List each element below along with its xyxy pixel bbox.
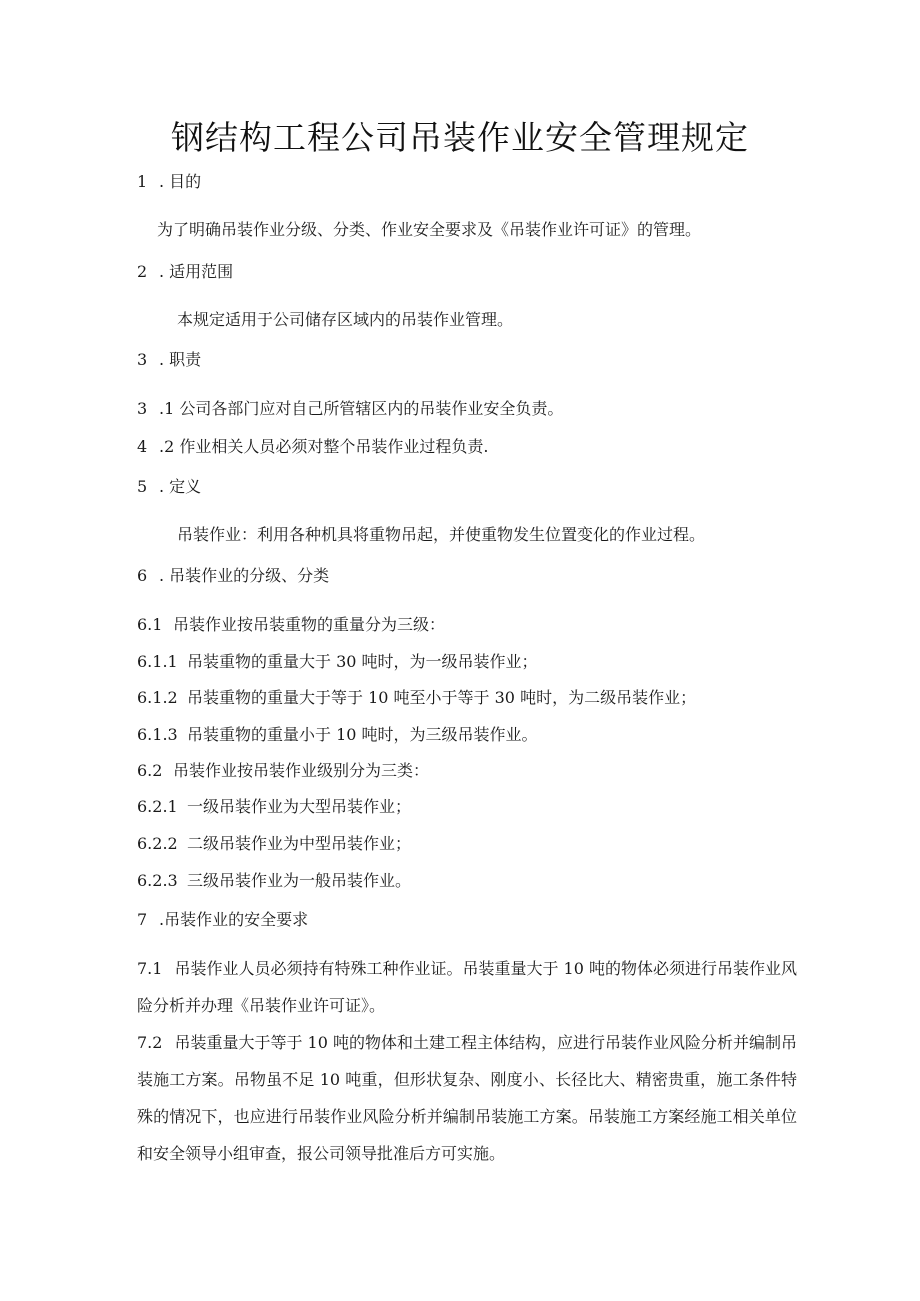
section-heading-text: . 吊装作业的分级、分类	[159, 566, 330, 585]
document-title: 钢结构工程公司吊装作业安全管理规定	[171, 118, 749, 157]
section-item-4-2	[137, 437, 488, 457]
section-number: 7	[137, 910, 148, 929]
section-item-6-2-2	[137, 834, 411, 854]
section-item-6-2	[137, 761, 429, 781]
section-heading-1	[137, 172, 201, 192]
section-heading-6	[137, 566, 329, 586]
section-number: 6.2.2	[137, 834, 178, 853]
section-number: 5	[137, 477, 148, 496]
paragraph-7-2	[137, 1024, 797, 1172]
section-item-3-1	[137, 399, 563, 419]
section-item-text: 二级吊装作业为中型吊装作业；	[187, 834, 412, 853]
section-heading-text: . 适用范围	[159, 262, 234, 281]
section-number: 2	[137, 262, 148, 281]
body-text: 为了明确吊装作业分级、分类、作业安全要求及《吊装作业许可证》的管理。	[157, 220, 702, 239]
section-item-6-1-3	[137, 725, 538, 745]
body-text: 吊装作业：利用各种机具将重物吊起，并使重物发生位置变化的作业过程。	[177, 525, 706, 544]
section-number: 6	[137, 566, 148, 585]
section-item-6-1-2	[137, 688, 696, 708]
section-number: 6.2.3	[137, 871, 178, 890]
section-number: 4	[137, 437, 148, 456]
section-heading-5	[137, 477, 201, 497]
paragraph-number: 7.2	[137, 1033, 163, 1052]
section-item-6-2-1	[137, 797, 411, 817]
section-number: 6.2.1	[137, 797, 178, 816]
section-number: 6.2	[137, 761, 163, 780]
section-item-text: 一级吊装作业为大型吊装作业；	[187, 797, 412, 816]
section-number: 6.1	[137, 615, 163, 634]
section-heading-text: . 定义	[159, 477, 202, 496]
section-number: 6.1.2	[137, 688, 178, 707]
section-item-6-2-3	[137, 871, 411, 891]
section-item-text: .1 公司各部门应对自己所管辖区内的吊装作业安全负责。	[159, 399, 564, 418]
section-item-text: 吊装作业按吊装作业级别分为三类：	[173, 761, 430, 780]
section-item-text: 吊装作业按吊装重物的重量分为三级：	[173, 615, 446, 634]
section-number: 1	[137, 172, 148, 191]
section-heading-text: . 目的	[159, 172, 202, 191]
section-item-text: 吊装重物的重量大于 30 吨时，为一级吊装作业；	[187, 652, 538, 671]
section-heading-2	[137, 262, 233, 282]
section-item-text: 吊装重物的重量小于 10 吨时，为三级吊装作业。	[187, 725, 538, 744]
section-number: 3	[137, 399, 148, 418]
section-number: 3	[137, 350, 148, 369]
section-heading-3	[137, 350, 201, 370]
section-heading-text: .吊装作业的安全要求	[159, 910, 309, 929]
section-heading-text: . 职责	[159, 350, 202, 369]
section-item-text: 吊装重物的重量大于等于 10 吨至小于等于 30 吨时，为二级吊装作业；	[187, 688, 697, 707]
section-item-6-1-1	[137, 652, 538, 672]
section-item-6-1	[137, 615, 445, 635]
section-number: 6.1.3	[137, 725, 178, 744]
paragraph-number: 7.1	[137, 959, 163, 978]
section-number: 6.1.1	[137, 652, 178, 671]
section-item-text: 三级吊装作业为一般吊装作业。	[187, 871, 412, 890]
section-heading-7	[137, 910, 308, 930]
body-text: 本规定适用于公司储存区域内的吊装作业管理。	[177, 310, 514, 329]
section-item-text: .2 作业相关人员必须对整个吊装作业过程负责.	[159, 437, 489, 456]
paragraph-text: 吊装重量大于等于 10 吨的物体和土建工程主体结构，应进行吊装作业风险分析并编制吊装施工方案。吊物虽不足 10 吨重，但形状复杂、刚度小、长径比大、精密贵重，施工条件特殊的情况下，也应进行吊装作业风险分析并编制吊装施工方案。吊装施工方案经施工相关单位和安全领导小组审查，报公司领导批准后方可实施。	[137, 1033, 797, 1163]
paragraph-7-1	[137, 950, 797, 1024]
paragraph-text: 吊装作业人员必须持有特殊工种作业证。吊装重量大于 10 吨的物体必须进行吊装作业风险分析并办理《吊装作业许可证》。	[137, 959, 797, 1015]
